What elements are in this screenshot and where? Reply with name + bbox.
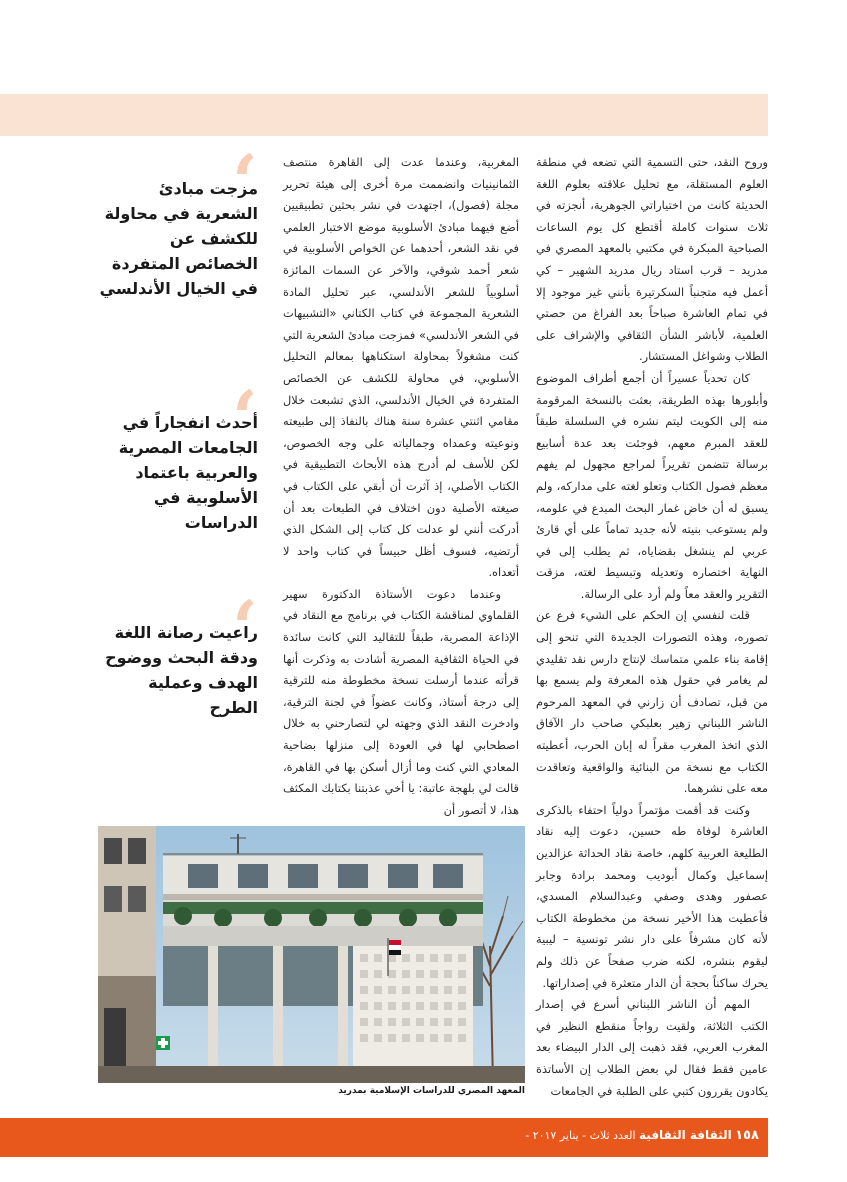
paragraph: وعندما دعوت الأستاذة الدكتورة سهير القلماوي لمناقشة الكتاب في برنامج مع النقاد في الإذاعة المصرية، طبقاً للتقاليد التي كانت سائدة في الحياة الثقافية المصرية أشادت به وذكرت أنها قرأته عندما أرسلت نسخة مخطوطة منه للترقية إلى درجة أستاذ، وكانت عضواً في لجنة الترقية، وادخرت النقد الذي وجهته لي لتصارحني به خلال اصطحابي لها في العودة إلى منزلها بضاحية المعادي التي كنت وما أزال أسكن بها في القاهرة، قالت لي بلهجة عاتبة: يا أخي عذبتنا بكتابك المكثف هذا، لا أتصور أن — [283, 586, 519, 817]
photo-caption: المعهد المصري للدراسات الإسلامية بمدريد — [338, 1086, 525, 1096]
paragraph: وكنت قد أقمت مؤتمراً دولياً احتفاء بالذكرى العاشرة لوفاة طه حسين، دعوت إليه نقاد الطليعة العربية كلهم، خاصة نقاد الحداثة عزالدين إسماعيل وكمال أبوديب ومحمد برادة وجابر عصفور وهدى وصفي وعبدالسلام المسدي، فأعطيت هذا الأخير نسخة من مخطوطة الكتاب لأنه كان مشرفاً على دار نشر تونسية – ليبية ليقوم بنشره، لكنه ضرب صفحاً عن ذلك ولم يحرك ساكناً بحجة أن الدار متعثرة في إصداراتها. — [536, 802, 768, 990]
footer — [525, 1128, 759, 1143]
pull-quote-1: مزجت مبادئ الشعرية في محاولة للكشف عن الخصائص المتفردة في الخيال الأندلسي — [99, 179, 258, 298]
paragraph: المهم أن الناشر اللبناني أسرع في إصدار الكتب الثلاثة، ولقيت رواجاً منقطع النظير في المغرب العربي، فقد ذهبت إلى الدار البيضاء بعد عامين فقط فقال لي بعض الطلاب إن الأساتذة يكادون يقررون كتبي على الطلبة في الجامعات — [536, 997, 768, 1098]
page-number: ١٥٨ — [735, 1128, 759, 1143]
quote-mark-icon: ‘ — [232, 140, 258, 226]
issue-info: العدد ثلاث - يناير ٢٠١٧ - — [525, 1129, 636, 1142]
quote-mark-icon: ‘ — [232, 586, 258, 672]
paragraph: كان تحدياً عسيراً أن أجمع أطراف الموضوع وأبلورها بهذه الطريقة، بعثت بالنسخة المرقومة منه إلى الكويت ليتم نشره في السلسلة طبقاً للعقد المبرم معهم، فوجئت بعد عدة أسابيع برسالة تتضمن تقريراً لمراجع مجهول لم يفهم معظم فصول الكتاب وتعلو لغته على مداركه، ولم يسبق له أن خاض غمار البحث المبدع في علومه، ولم يستوعب بنيته لأنه جديد تماماً على أي قارئ عربي لم ينشغل بقضاياه، ثم يطلب إلى في النهاية اختصاره وتعديله وتبسيط لغته، مزقت التقرير والعقد معاً ولم أرد على الرسالة. — [536, 370, 768, 601]
paragraph: وروح النقد، حتى التسمية التي تضعه في منطقة العلوم المستقلة، مع تحليل علاقته بعلوم اللغة الحديثة كانت من اختياراتي الجوهرية، أنجزته في ثلاث سنوات كاملة أقتطع كل يوم الساعات الصباحية المبكرة في مكتبي بالمعهد المصري في مدريد – قرب استاد ريال مدريد الشهير – كي أعمل فيه متجنباً السكرتيرة بأنني غير موجود إلا في تمام العاشرة صباحاً بعد الفراغ من حصتي العلمية، لأباشر الشأن الثقافي والإشراف على الطلاب وشواغل المستشار. — [536, 155, 768, 364]
paragraph: المغربية، وعندما عدت إلى القاهرة منتصف الثمانينيات وانضممت مرة أخرى إلى هيئة تحرير مجلة (فصول)، اجتهدت في نشر بحثين تطبيقيين أضع فيهما مبادئ الأسلوبية موضع الاختبار العلمي في نقد الشعر، أحدهما عن الخواص الأسلوبية في شعر أحمد شوقي، والآخر عن السمات المائزة أسلوبياً للشعر الأندلسي، عبر تحليل المادة الشعرية المجموعة في كتاب الكتاني «التشبيهات في الشعر الأندلسي» فمزجت مبادئ الشعرية التي كنت مشغولاً بمحاولة استكناهها بمعالم التحليل الأسلوبي، في محاولة للكشف عن الخصائص المتفردة في الخيال الأندلسي، الذي تشبعت خلال مقامي اثنتي عشرة سنة هناك بالنفاذ إلى طبيعته ونوعيته وعمداه وجمالياته على وجه الخصوص، لكن للأسف لم أدرج هذه الأبحاث التطبيقية في الكتاب الأصلي، إذ آثرت أن أبقي على الكتاب في صيغته الأصلية دون اختلاف في الطبعات بعد أن أدركت أنني لو عدلت كل كتاب إلى الشكل الذي أرتضيه، فسوف أظل حبيساً في كتاب واحد لا أتعداه. — [283, 155, 519, 580]
building-photo — [98, 826, 525, 1083]
magazine-logo: الثقافة الثقافية — [639, 1128, 732, 1142]
text-column-middle — [283, 152, 519, 821]
paragraph: قلت لنفسي إن الحكم على الشيء فرع عن تصوره، وهذه التصورات الجديدة التي تنحو إلى إقامة بناء علمي متماسك لإنتاج دارس نقد تقليدي لم يغامر في حقول هذه المعرفة ولم يسمع بها من قبل، تصادف أن زارني في المعهد المرحوم الناشر اللبناني زهير بعلبكي صاحب دار الآفاق الذي اتخذ المغرب مقراً له إبان الحرب، أعطيته الكتاب مع نسخة من البنائية والواقعية وتعاقدت معه على نشرهما. — [536, 608, 768, 796]
quote-mark-icon: ‘ — [232, 376, 258, 462]
pull-quote-2: أحدث انفجاراً في الجامعات المصرية والعربية باعتماد الأسلوبية في الدراسات — [118, 413, 258, 532]
top-header-band — [0, 94, 768, 136]
text-column-right — [536, 152, 768, 1102]
building-illustration — [98, 826, 525, 1083]
pull-quote-3: راعيت رصانة اللغة ودقة البحث ووضوح الهدف وعملية الطرح — [105, 623, 258, 717]
